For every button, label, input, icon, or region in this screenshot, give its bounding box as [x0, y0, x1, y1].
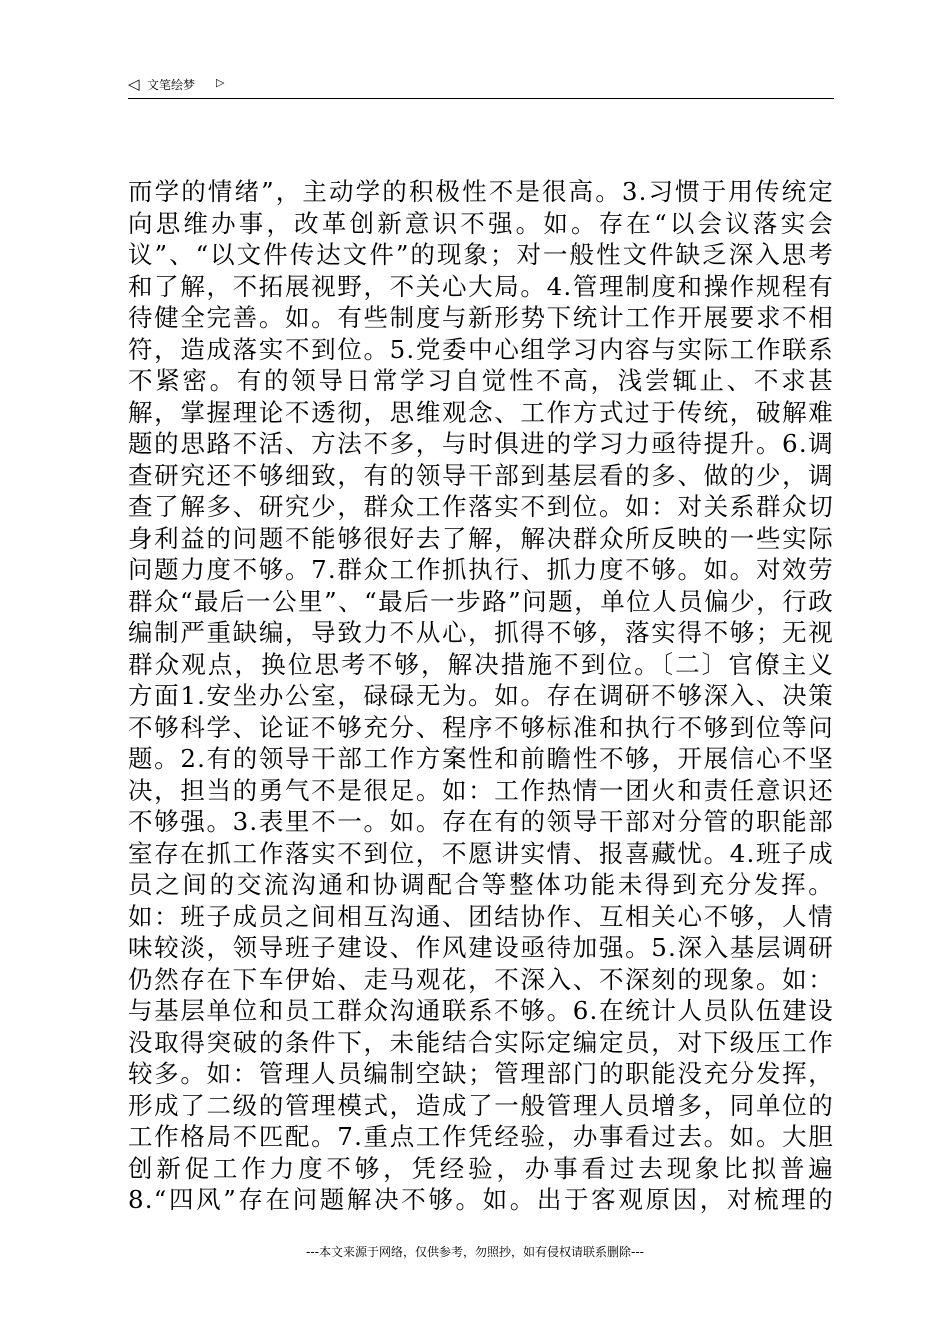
footer-disclaimer: ---本文来源于网络，仅供参考，勿照抄，如有侵权请联系删除--- [306, 1245, 644, 1259]
header-title: 文笔绘梦 [147, 78, 196, 92]
body-text: 而学的情绪”，主动学的积极性不是很高。3.习惯于用传统定向思维办事，改革创新意识不强。如。存在“以会议落实会议”、“以文件传达文件”的现象；对一般性文件缺乏深入思考和了解，不拓展视野，不关心大局。4.管理制度和操作规程有待健全完善。如。有些制度与新形势下统计工作开展要求不相符，造成落实不到位。5.党委中心组学习内容与实际工作联系不紧密。有的领导日常学习自觉性不高，浅尝辄止、不求甚解，掌握理论不透彻，思维观念、工作方式过于传统，破解难题的思路不活、方法不多，与时俱进的学习力亟待提升。6.调查研究还不够细致，有的领导干部到基层看的多、做的少，调查了解多、研究少，群众工作落实不到位。如：对关系群众切身利益的问题不能够很好去了解，解决群众所反映的一些实际问题力度不够。7.群众工作抓执行、抓力度不够。如。对效劳群众“最后一公里”、“最后一步路”问题，单位人员偏少，行政编制严重缺编，导致力不从心，抓得不够，落实得不够；无视群众观点，换位思考不够，解决措施不到位。〔二〕官僚主义方面1.安坐办公室，碌碌无为。如。存在调研不够深入、决策不够科学、论证不够充分、程序不够标准和执行不够到位等问题。2.有的领导干部工作方案性和前瞻性不够，开展信心不坚决，担当的勇气不是很足。如：工作热情一团火和责任意识还不够强。3.表里不一。如。存在有的领导干部对分管的职能部室存在抓工作落实不到位，不愿讲实情、报喜藏忧。4.班子成员之间的交流沟通和协调配合等整体功能未得到充分发挥。如：班子成员之间相互沟通、团结协作、互相关心不够，人情味较淡，领导班子建设、作风建设亟待加强。5.深入基层调研仍然存在下车伊始、走马观花，不深入、不深刻的现象。如：与基层单位和员工群众沟通联系不够。6.在统计人员队伍建设没取得突破的条件下，未能结合实际定编定员，对下级压工作较多。如：管理人员编制空缺；管理部门的职能没充分发挥，形成了二级的管理模式，造成了一般管理人员增多，同单位的工作格局不匹配。7.重点工作凭经验，办事看过去。如。大胆创新促工作力度不够，凭经验，办事看过去现象比拟普遍8.“四风”存在问题解决不够。如。出于客观原因，对梳理的 [128, 177, 834, 1214]
left-triangle-icon: ◁ [128, 75, 140, 93]
right-triangle-icon: ▷ [216, 76, 225, 89]
page-header [128, 74, 834, 99]
